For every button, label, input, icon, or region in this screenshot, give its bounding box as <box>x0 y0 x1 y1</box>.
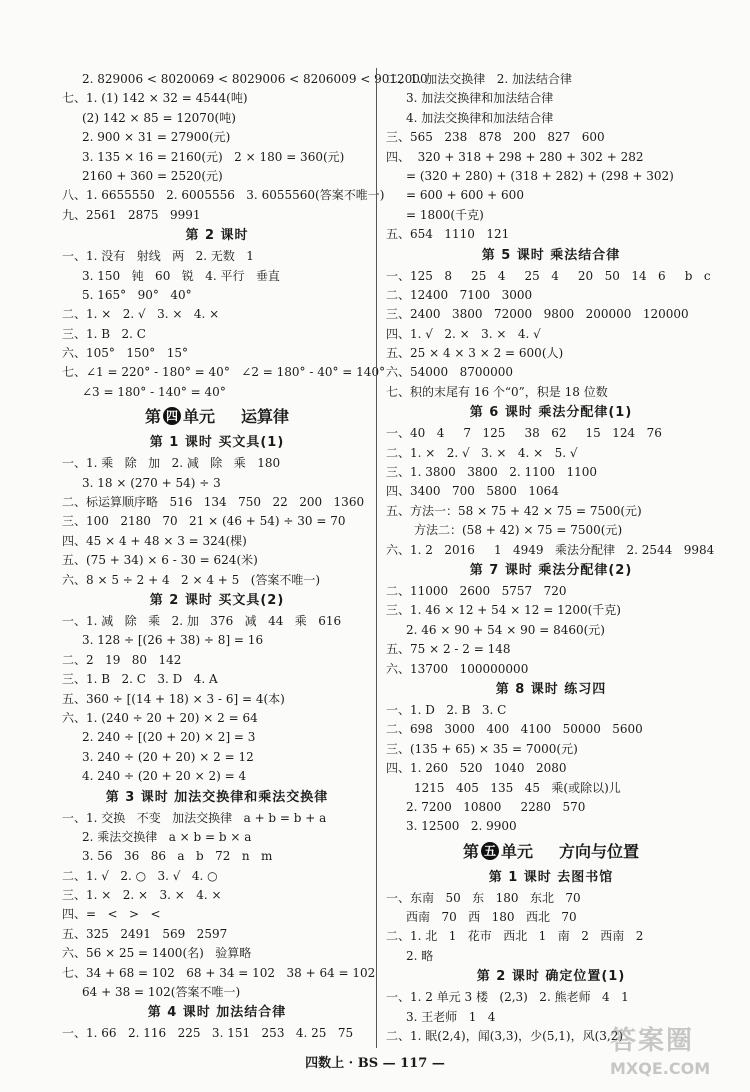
right-column <box>386 70 716 1046</box>
answer-line: 二、标运算顺序略 516 134 750 22 200 1360 <box>62 495 365 510</box>
answer-line: 三、1. × 2. × 3. × 4. × <box>62 888 222 903</box>
answer-line: 2. 7200 10800 2280 570 <box>406 799 586 814</box>
answer-line: 4. 加法交换律和加法结合律 <box>406 110 554 125</box>
unit-heading <box>62 402 372 432</box>
lesson-heading: 第 3 课时 加法交换律和乘法交换律 <box>105 789 329 805</box>
lesson-heading: 第 2 课时 <box>185 228 249 244</box>
answer-line: 三、1. 3800 3800 2. 1100 1100 <box>386 465 598 480</box>
answer-line: 三、2400 3800 72000 9800 200000 120000 <box>386 307 689 322</box>
column-divider <box>376 68 377 1048</box>
answer-line: 七、∠1 = 220° - 180° = 40° ∠2 = 180° - 40° = 140° <box>62 365 386 380</box>
answer-line: 三、1. B 2. C <box>62 326 146 341</box>
answer-line: 五、方法一：58 × 75 + 42 × 75 = 7500(元) <box>386 503 642 518</box>
answer-line: 二、1. 眠(2,4)，闻(3,3)，少(5,1)，风(3,2) <box>386 1029 624 1044</box>
answer-line: 二、1. × 2. √ 3. × 4. × <box>62 307 220 322</box>
answer-line: 四、3400 700 5800 1064 <box>386 484 559 499</box>
answer-line: 六、1. 2 2016 1 4949 乘法分配律 2. 2544 9984 <box>386 542 715 557</box>
answer-line: 2160 + 360 = 2520(元) <box>82 168 223 183</box>
answer-line: (2) 142 × 85 = 12070(吨) <box>82 110 236 125</box>
lesson-heading: 第 4 课时 加法结合律 <box>147 1005 287 1021</box>
watermark-text: 答案圈 <box>610 1026 695 1056</box>
answer-line: 四、= < > < <box>62 907 161 922</box>
answer-line: 西南 70 西 180 西北 70 <box>406 910 577 925</box>
unit-heading <box>386 837 716 867</box>
watermark-logo <box>610 1020 740 1088</box>
answer-line: 七、34 + 68 = 102 68 + 34 = 102 38 + 64 = 102 <box>62 965 376 980</box>
answer-line: 六、13700 100000000 <box>386 661 529 676</box>
answer-line: 六、105° 150° 15° <box>62 346 188 361</box>
unit-title: 运算律 <box>241 407 290 427</box>
answer-line: 三、(135 + 65) × 35 = 7000(元) <box>386 741 578 756</box>
lesson-heading: 第 6 课时 乘法分配律(1) <box>469 405 633 421</box>
answer-line: 二、1. √ 2. ○ 3. √ 4. ○ <box>62 868 218 883</box>
answer-line: 3. 128 ÷ [(26 + 38) ÷ 8] = 16 <box>82 633 264 648</box>
answer-line: 六、56 × 25 = 1400(名) 验算略 <box>62 946 252 961</box>
page-footer: 四数上 · BS — 117 — <box>305 1056 445 1071</box>
answer-line: = 600 + 600 + 600 <box>406 188 524 203</box>
answer-line: 三、100 2180 70 21 × (46 + 54) ÷ 30 = 70 <box>62 514 346 529</box>
answer-line: 五、360 ÷ [(14 + 18) × 3 - 6] = 4(本) <box>62 691 285 706</box>
answer-line: 5. 165° 90° 40° <box>82 287 192 302</box>
lesson-heading: 第 5 课时 乘法结合律 <box>481 247 621 263</box>
unit-suffix: 单元 <box>500 841 533 861</box>
answer-line: 2. 240 ÷ [(20 + 20) × 2] = 3 <box>82 730 256 745</box>
answer-line: 方法二：(58 + 42) × 75 = 7500(元) <box>414 523 623 538</box>
answer-line: 一、1. D 2. B 3. C <box>386 702 507 717</box>
answer-line: 二、2 19 80 142 <box>62 652 182 667</box>
answer-line: 3. 18 × (270 + 54) ÷ 3 <box>82 475 221 490</box>
answer-line: 五、25 × 4 × 3 × 2 = 600(人) <box>386 346 564 361</box>
answer-line: 4. 240 ÷ (20 + 20 × 2) = 4 <box>82 769 247 784</box>
answer-line: 一、1. 没有 射线 两 2. 无数 1 <box>62 249 254 264</box>
answer-line: 2. 略 <box>406 948 434 963</box>
answer-line: 九、2561 2875 9991 <box>62 207 201 222</box>
answer-line: 2. 46 × 90 + 54 × 90 = 8460(元) <box>406 622 605 637</box>
answer-line: 八、1. 6655550 2. 6005556 3. 6055560(答案不唯一) <box>62 188 385 203</box>
watermark-url: MXQE.COM <box>610 1059 711 1078</box>
answer-line: 一、1. 减 除 乘 2. 加 376 减 44 乘 616 <box>62 613 342 628</box>
answer-line: 二、12400 7100 3000 <box>386 287 533 302</box>
answer-line: 三、565 238 878 200 827 600 <box>386 130 605 145</box>
answer-line: 2. 乘法交换律 a × b = b × a <box>82 829 252 844</box>
answer-line: 3. 12500 2. 9900 <box>406 819 517 834</box>
answer-line: 七、1. (1) 142 × 32 = 4544(吨) <box>62 91 248 106</box>
answer-line: 六、54000 8700000 <box>386 365 514 380</box>
answer-line: 五、(75 + 34) × 6 - 30 = 624(米) <box>62 553 258 568</box>
answer-line: 六、1. (240 ÷ 20 + 20) × 2 = 64 <box>62 710 258 725</box>
answer-line: = 1800(千克) <box>406 207 484 222</box>
answer-line: 一、40 4 7 125 38 62 15 124 76 <box>386 426 662 441</box>
unit-prefix: 第 <box>144 407 161 427</box>
answer-line: 一、1. 交换 不变 加法交换律 a + b = b + a <box>62 810 327 825</box>
lesson-heading: 第 2 课时 确定位置(1) <box>476 969 626 985</box>
answer-line: 二、698 3000 400 4100 50000 5600 <box>386 722 643 737</box>
lesson-heading: 第 2 课时 买文具(2) <box>149 592 285 608</box>
answer-line: 七、积的末尾有 16 个“0”，积是 18 位数 <box>386 384 608 399</box>
answer-line: 三、1. 46 × 12 + 54 × 12 = 1200(千克) <box>386 603 621 618</box>
unit-number-badge: 五 <box>481 842 499 860</box>
answer-line: 2. 829006 < 8020069 < 8029006 < 8206009 < 9012000 <box>82 72 428 86</box>
answer-line: 二、11000 2600 5757 720 <box>386 583 567 598</box>
answer-line: 一、1. 66 2. 116 225 3. 151 253 4. 25 75 <box>62 1026 354 1041</box>
answer-line: = (320 + 280) + (318 + 282) + (298 + 302) <box>406 168 674 183</box>
unit-title: 方向与位置 <box>559 841 640 861</box>
answer-line: 3. 加法交换律和加法结合律 <box>406 91 554 106</box>
answer-line: 四、 320 + 318 + 298 + 280 + 302 + 282 <box>386 149 644 164</box>
answer-line: 五、654 1110 121 <box>386 227 510 242</box>
answer-line: 1215 405 135 45 乘(或除以)儿 <box>414 780 621 795</box>
answer-line: 3. 135 × 16 = 2160(元) 2 × 180 = 360(元) <box>82 149 345 164</box>
answer-line: 一、东南 50 东 180 东北 70 <box>386 890 581 905</box>
lesson-heading: 第 7 课时 乘法分配律(2) <box>469 562 633 578</box>
answer-line: 3. 56 36 86 a b 72 n m <box>82 849 273 864</box>
answer-line: 3. 150 钝 60 锐 4. 平行 垂直 <box>82 268 280 283</box>
unit-suffix: 单元 <box>182 407 215 427</box>
answer-line: 四、45 × 4 + 48 × 3 = 324(棵) <box>62 533 247 548</box>
answer-line: 二、1. 加法交换律 2. 加法结合律 <box>386 72 572 86</box>
answer-line: 一、1. 2 单元 3 楼 (2,3) 2. 熊老师 4 1 <box>386 990 629 1005</box>
answer-line: 五、325 2491 569 2597 <box>62 926 228 941</box>
answer-line: 一、125 8 25 4 25 4 20 50 14 6 b c <box>386 268 711 283</box>
unit-number-badge: 四 <box>163 407 181 425</box>
answer-line: 64 + 38 = 102(答案不唯一) <box>82 985 241 1000</box>
unit-prefix: 第 <box>462 841 479 861</box>
lesson-heading: 第 8 课时 练习四 <box>495 681 607 697</box>
answer-line: 四、1. 260 520 1040 2080 <box>386 761 567 776</box>
answer-line: 二、1. 北 1 花市 西北 1 南 2 西南 2 <box>386 929 644 944</box>
answer-line: 六、8 × 5 ÷ 2 + 4 2 × 4 + 5 (答案不唯一) <box>62 572 321 587</box>
answer-line: ∠3 = 180° - 140° = 40° <box>82 384 226 399</box>
answer-line: 三、1. B 2. C 3. D 4. A <box>62 672 218 687</box>
answer-line: 五、75 × 2 - 2 = 148 <box>386 642 511 657</box>
lesson-heading: 第 1 课时 买文具(1) <box>149 435 285 451</box>
answer-line: 四、1. √ 2. × 3. × 4. √ <box>386 326 541 341</box>
answer-line: 2. 900 × 31 = 27900(元) <box>82 130 231 145</box>
answer-line: 一、1. 乘 除 加 2. 减 除 乘 180 <box>62 456 281 471</box>
answer-line: 3. 240 ÷ (20 + 20) × 2 = 12 <box>82 749 254 764</box>
answer-line: 3. 王老师 1 4 <box>406 1009 496 1024</box>
answer-line: 二、1. × 2. √ 3. × 4. × 5. √ <box>386 445 578 460</box>
lesson-heading: 第 1 课时 去图书馆 <box>488 869 614 885</box>
